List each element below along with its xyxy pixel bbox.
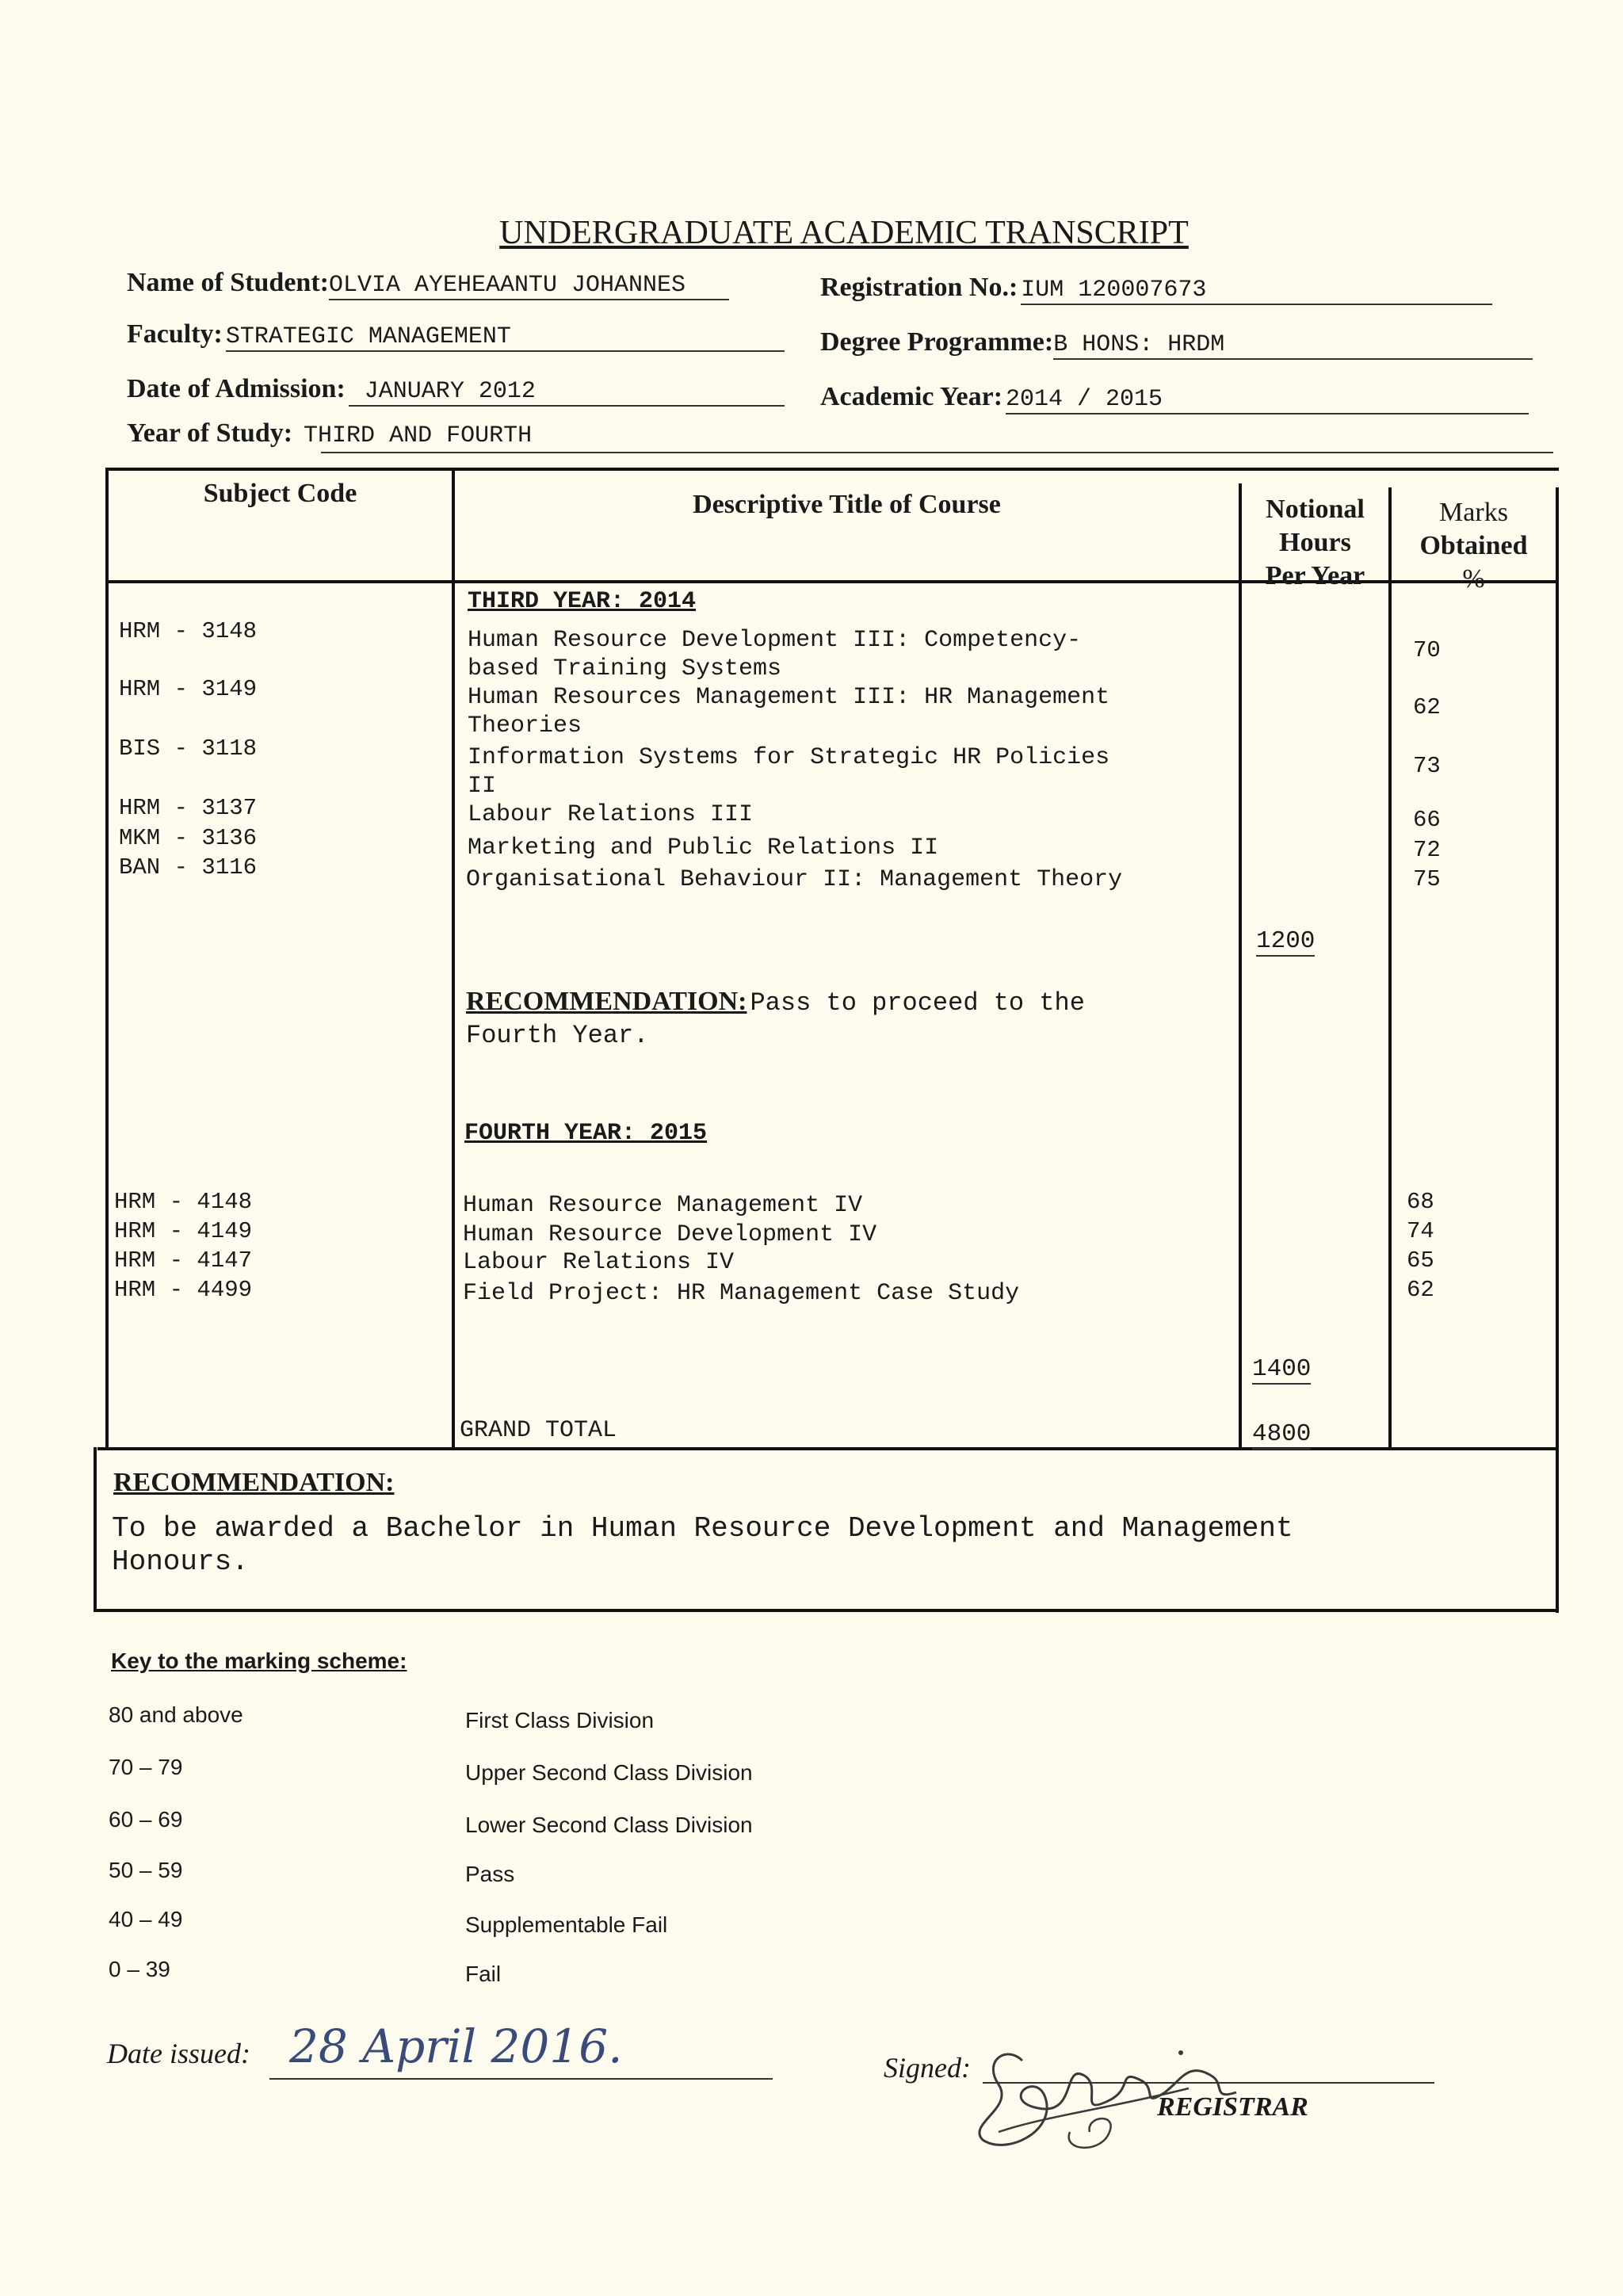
course-title: Human Resource Management IV <box>463 1192 863 1219</box>
mark-value: 68 <box>1407 1189 1434 1215</box>
subject-code: HRM - 4148 <box>114 1189 253 1215</box>
course-title: Field Project: HR Management Case Study <box>463 1280 1020 1307</box>
final-recommendation-text <box>112 1512 1293 1579</box>
mark-value: 62 <box>1407 1277 1434 1303</box>
degree-value: B HONS: HRDM <box>1053 331 1533 360</box>
third-year-recommendation <box>466 987 1085 1050</box>
final-recommendation-line1: To be awarded a Bachelor in Human Resource Development and Management <box>112 1512 1293 1545</box>
course-title <box>468 743 1109 800</box>
subject-code: HRM - 3137 <box>119 795 258 821</box>
faculty-label: Faculty: <box>127 319 223 349</box>
key-range: 40 – 49 <box>109 1907 183 1931</box>
final-recommendation-label: RECOMMENDATION: <box>113 1468 395 1497</box>
subject-code: HRM - 3149 <box>119 676 258 702</box>
student-name-row <box>127 268 729 300</box>
mark-value: 72 <box>1413 837 1441 863</box>
key-description: First Class Division <box>465 1708 655 1733</box>
academic-year-label: Academic Year: <box>820 382 1003 411</box>
course-title: Labour Relations III <box>468 801 754 828</box>
key-description: Lower Second Class Division <box>465 1813 753 1837</box>
academic-year-value: 2014 / 2015 <box>1006 386 1529 415</box>
year-of-study-value: THIRD AND FOURTH <box>304 422 533 449</box>
signed-label-text: Signed: <box>884 2052 971 2084</box>
header-hours-line3: Per Year <box>1265 561 1365 590</box>
year-of-study-row <box>127 418 532 449</box>
table-right-border <box>1556 487 1559 1613</box>
key-description: Fail <box>465 1962 502 1986</box>
mark-value: 66 <box>1413 807 1441 833</box>
date-issued-underline <box>269 2078 773 2080</box>
key-range: 0 – 39 <box>109 1957 170 1981</box>
course-title-line: based Training Systems <box>468 655 782 682</box>
subject-code: BAN - 3116 <box>119 854 258 881</box>
subject-code: HRM - 3148 <box>119 618 258 644</box>
code-column-divider <box>452 468 455 1450</box>
header-course-title: Descriptive Title of Course <box>693 490 1001 519</box>
subject-code: MKM - 3136 <box>119 825 258 851</box>
grand-total-value: 4800 <box>1252 1420 1312 1448</box>
faculty-row <box>127 319 785 352</box>
mark-value: 65 <box>1407 1247 1434 1274</box>
fourth-year-hours: 1400 <box>1252 1355 1312 1383</box>
key-range: 80 and above <box>109 1702 243 1727</box>
academic-year-row <box>820 382 1529 415</box>
header-marks-line1: Marks <box>1439 498 1508 527</box>
key-range: 60 – 69 <box>109 1807 183 1832</box>
admission-label: Date of Admission: <box>127 374 346 403</box>
key-description: Upper Second Class Division <box>465 1760 753 1785</box>
third-year-rec-text: Pass to proceed to the <box>750 988 1085 1018</box>
admission-row <box>127 374 785 407</box>
subject-code: HRM - 4149 <box>114 1218 253 1244</box>
recommendation-box-left <box>94 1447 97 1612</box>
course-title-line: Theories <box>468 712 582 739</box>
final-recommendation-line2: Honours. <box>112 1545 249 1578</box>
table-top-border <box>105 468 1559 471</box>
document-title: UNDERGRADUATE ACADEMIC TRANSCRIPT <box>499 215 1189 251</box>
key-description: Pass <box>465 1862 515 1886</box>
course-title: Marketing and Public Relations II <box>468 835 939 861</box>
fourth-year-heading: FOURTH YEAR: 2015 <box>464 1120 708 1147</box>
title-column-divider <box>1239 483 1242 1450</box>
header-marks-line2: Obtained <box>1419 531 1528 560</box>
key-description: Supplementable Fail <box>465 1912 668 1937</box>
table-bottom-border <box>97 1447 1559 1450</box>
student-name-value: OLVIA AYEHEAANTU JOHANNES <box>329 272 729 300</box>
recommendation-box-bottom <box>94 1609 1556 1612</box>
registrar-signature <box>951 2013 1268 2156</box>
header-hours-line2: Hours <box>1279 528 1351 557</box>
registration-value: IUM 120007673 <box>1021 277 1492 305</box>
header-subject-code: Subject Code <box>203 479 357 508</box>
mark-value: 70 <box>1413 637 1441 663</box>
grand-total-label: GRAND TOTAL <box>460 1417 617 1444</box>
year-of-study-label: Year of Study: <box>127 418 293 448</box>
course-title-line: Information Systems for Strategic HR Policies <box>468 744 1110 771</box>
registrar-label: REGISTRAR <box>1157 2092 1308 2122</box>
mark-value: 73 <box>1413 753 1441 779</box>
date-issued-label: Date issued: <box>107 2038 250 2069</box>
registration-row <box>820 273 1492 305</box>
signature-underline <box>983 2082 1434 2084</box>
course-title-line: Human Resources Management III: HR Management <box>468 684 1110 711</box>
key-heading: Key to the marking scheme: <box>111 1648 407 1673</box>
course-title <box>468 626 1081 683</box>
key-range: 70 – 79 <box>109 1755 183 1779</box>
mark-value: 75 <box>1413 866 1441 892</box>
course-title: Labour Relations IV <box>463 1249 735 1276</box>
key-range: 50 – 59 <box>109 1858 183 1882</box>
degree-label: Degree Programme: <box>820 327 1054 357</box>
faculty-value: STRATEGIC MANAGEMENT <box>226 323 785 352</box>
header-marks-line3: % <box>1462 564 1485 594</box>
header-marks <box>1392 496 1556 596</box>
subject-code: HRM - 4147 <box>114 1247 253 1274</box>
registration-label: Registration No.: <box>820 273 1018 302</box>
table-left-border <box>105 468 109 1450</box>
admission-value: JANUARY 2012 <box>349 378 785 407</box>
year-of-study-underline <box>321 452 1553 453</box>
third-year-rec-text-2: Fourth Year. <box>466 1021 649 1050</box>
hours-column-divider <box>1388 487 1392 1450</box>
course-title-line: Human Resource Development III: Competency- <box>468 627 1082 654</box>
date-issued-handwritten: 28 April 2016. <box>289 2019 623 2073</box>
course-title: Organisational Behaviour II: Management Theory <box>466 866 1123 893</box>
student-name-label: Name of Student: <box>127 268 329 297</box>
subject-code: HRM - 4499 <box>114 1277 253 1303</box>
header-notional-hours <box>1242 493 1388 593</box>
course-title <box>468 683 1109 740</box>
third-year-heading: THIRD YEAR: 2014 <box>468 588 697 615</box>
degree-row <box>820 327 1533 360</box>
mark-value: 74 <box>1407 1218 1434 1244</box>
course-title-line: II <box>468 773 497 800</box>
mark-value: 62 <box>1413 694 1441 720</box>
third-year-hours: 1200 <box>1256 927 1316 955</box>
third-year-rec-label: RECOMMENDATION: <box>466 987 747 1016</box>
header-hours-line1: Notional <box>1266 495 1365 524</box>
course-title: Human Resource Development IV <box>463 1221 877 1248</box>
subject-code: BIS - 3118 <box>119 735 258 762</box>
